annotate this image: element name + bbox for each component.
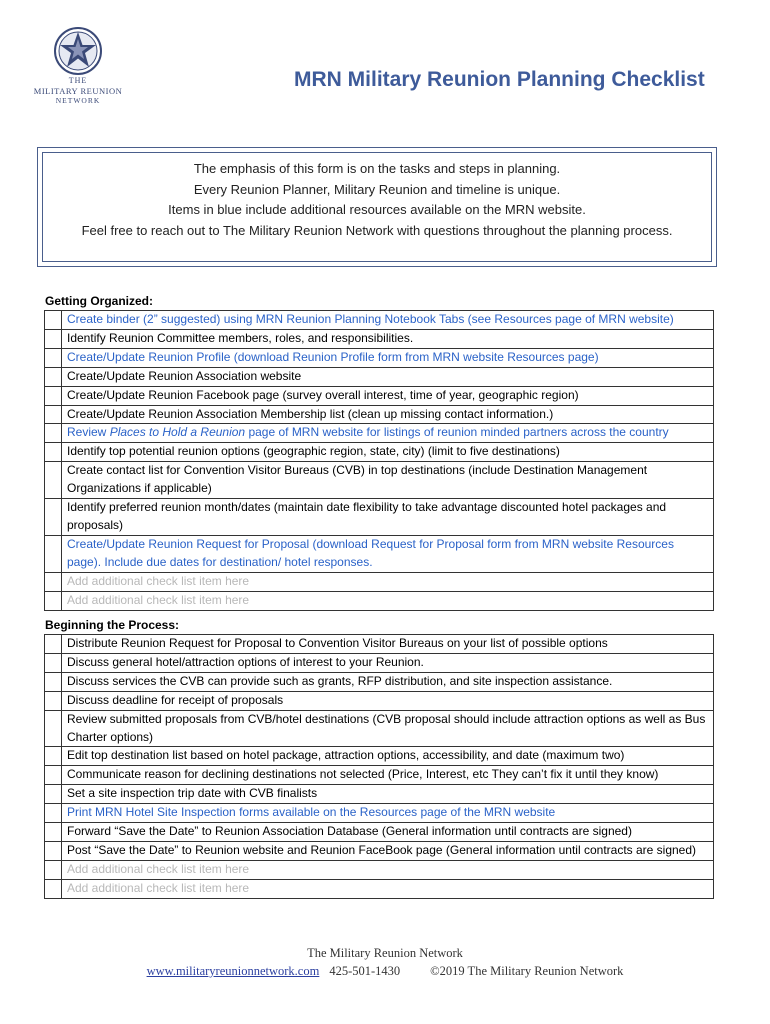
checklist-item: Post “Save the Date” to Reunion website and Reunion FaceBook page (General information until contracts are signed) bbox=[62, 841, 714, 860]
phone-number: 425-501-1430 bbox=[329, 964, 401, 978]
table-row bbox=[45, 329, 714, 348]
beginning-process-section bbox=[44, 617, 714, 899]
intro-line: Items in blue include additional resources available on the MRN website. bbox=[168, 202, 586, 217]
table-row bbox=[45, 766, 714, 785]
add-item-field[interactable]: Add additional check list item here bbox=[62, 572, 714, 591]
checkbox[interactable] bbox=[45, 823, 62, 842]
places-link[interactable]: Places to Hold a Reunion bbox=[109, 425, 246, 440]
checklist-table bbox=[44, 634, 714, 899]
table-row bbox=[45, 823, 714, 842]
checkbox[interactable] bbox=[45, 785, 62, 804]
checkbox[interactable] bbox=[45, 348, 62, 367]
table-row bbox=[45, 405, 714, 424]
checklist-item: Forward “Save the Date” to Reunion Association Database (General information until contracts are signed) bbox=[62, 823, 714, 842]
table-row bbox=[45, 386, 714, 405]
checklist-item: Discuss services the CVB can provide such as grants, RFP distribution, and site inspection assistance. bbox=[62, 672, 714, 691]
table-row bbox=[45, 311, 714, 330]
page-title: MRN Military Reunion Planning Checklist bbox=[294, 68, 705, 91]
checklist-item: Review submitted proposals from CVB/hotel destinations (CVB proposal should include attraction options as well as Bus Charter options) bbox=[62, 710, 714, 747]
table-row bbox=[45, 841, 714, 860]
checklist-item: Set a site inspection trip date with CVB finalists bbox=[62, 785, 714, 804]
checkbox[interactable] bbox=[45, 386, 62, 405]
logo-line-1: THE bbox=[68, 76, 88, 85]
footer-org: The Military Reunion Network bbox=[307, 946, 463, 960]
table-row bbox=[45, 535, 714, 572]
checkbox[interactable] bbox=[45, 462, 62, 499]
checkbox[interactable] bbox=[45, 405, 62, 424]
checkbox[interactable] bbox=[45, 766, 62, 785]
add-item-field[interactable]: Add additional check list item here bbox=[62, 879, 714, 898]
footer-contact bbox=[0, 964, 770, 979]
intro-line: Every Reunion Planner, Military Reunion and timeline is unique. bbox=[193, 181, 561, 197]
item-text: page of MRN website for listings of reunion minded partners across the country bbox=[245, 425, 669, 440]
checkbox[interactable] bbox=[45, 635, 62, 654]
intro-inner-border bbox=[42, 152, 712, 262]
table-row bbox=[45, 672, 714, 691]
table-row bbox=[45, 367, 714, 386]
checklist-item: Discuss deadline for receipt of proposals bbox=[62, 691, 714, 710]
checkbox[interactable] bbox=[45, 443, 62, 462]
checklist-item: Discuss general hotel/attraction options of interest to your Reunion. bbox=[62, 653, 714, 672]
add-item-field[interactable]: Add additional check list item here bbox=[62, 860, 714, 879]
checkbox[interactable] bbox=[45, 710, 62, 747]
checklist-item[interactable]: Print MRN Hotel Site Inspection forms available on the Resources page of the MRN website bbox=[62, 804, 714, 823]
checkbox[interactable] bbox=[45, 653, 62, 672]
checkbox[interactable] bbox=[45, 367, 62, 386]
table-row bbox=[45, 710, 714, 747]
checkbox[interactable] bbox=[45, 572, 62, 591]
table-row bbox=[45, 804, 714, 823]
logo-line-2: MILITARY REUNION bbox=[33, 86, 123, 96]
checklist-item: Edit top destination list based on hotel package, attraction options, accessibility, and date (maximum two) bbox=[62, 747, 714, 766]
checkbox[interactable] bbox=[45, 424, 62, 443]
table-row bbox=[45, 747, 714, 766]
copyright: ©2019 The Military Reunion Network bbox=[430, 964, 624, 978]
getting-organized-section bbox=[44, 293, 714, 611]
checklist-item: Identify preferred reunion month/dates (maintain date flexibility to take advantage discounted hotel packages and proposals) bbox=[62, 499, 714, 536]
checklist-table bbox=[44, 310, 714, 611]
checkbox[interactable] bbox=[45, 879, 62, 898]
table-row bbox=[45, 691, 714, 710]
checkbox[interactable] bbox=[45, 747, 62, 766]
checkbox[interactable] bbox=[45, 591, 62, 610]
add-item-field[interactable]: Add additional check list item here bbox=[62, 591, 714, 610]
section-title: Beginning the Process: bbox=[45, 618, 180, 632]
table-row bbox=[45, 462, 714, 499]
checklist-item: Create/Update Reunion Facebook page (survey overall interest, time of year, geographic region) bbox=[62, 386, 714, 405]
intro-box bbox=[37, 147, 717, 267]
checklist-item: Create/Update Reunion Association Membership list (clean up missing contact information.) bbox=[62, 405, 714, 424]
checklist-item: Distribute Reunion Request for Proposal to Convention Visitor Bureaus on your list of possible options bbox=[62, 635, 714, 654]
table-row bbox=[45, 879, 714, 898]
checklist-item[interactable]: Create binder (2” suggested) using MRN Reunion Planning Notebook Tabs (see Resources page of MRN website) bbox=[62, 311, 714, 330]
table-row bbox=[45, 591, 714, 610]
checklist-item: Identify top potential reunion options (geographic region, state, city) (limit to five destinations) bbox=[62, 443, 714, 462]
website-link[interactable]: www.militaryreunionnetwork.com bbox=[146, 964, 320, 978]
checkbox[interactable] bbox=[45, 860, 62, 879]
checkbox[interactable] bbox=[45, 691, 62, 710]
intro-line: The emphasis of this form is on the tasks and steps in planning. bbox=[193, 161, 561, 176]
checkbox[interactable] bbox=[45, 499, 62, 536]
item-text: Review bbox=[67, 425, 110, 440]
checklist-item: Communicate reason for declining destinations not selected (Price, Interest, etc They can’t fix it until they know) bbox=[62, 766, 714, 785]
table-row bbox=[45, 785, 714, 804]
mrn-logo bbox=[28, 26, 128, 110]
checklist-item[interactable]: Create/Update Reunion Profile (download Reunion Profile form from MRN website Resources page) bbox=[62, 348, 714, 367]
checklist-item: Create/Update Reunion Association website bbox=[62, 367, 714, 386]
checkbox[interactable] bbox=[45, 841, 62, 860]
intro-line: Feel free to reach out to The Military Reunion Network with questions throughout the planning process. bbox=[81, 222, 673, 238]
checklist-item: Create contact list for Convention Visitor Bureaus (CVB) in top destinations (include Destination Management Organizations if applicable) bbox=[62, 462, 714, 499]
checklist-item: Identify Reunion Committee members, roles, and responsibilities. bbox=[62, 329, 714, 348]
checklist-item[interactable]: Create/Update Reunion Request for Proposal (download Request for Proposal form from MRN website Resources page). Include due dates for destination/ hotel responses. bbox=[62, 535, 714, 572]
checkbox[interactable] bbox=[45, 804, 62, 823]
table-row bbox=[45, 572, 714, 591]
checkbox[interactable] bbox=[45, 672, 62, 691]
table-row bbox=[45, 348, 714, 367]
table-row bbox=[45, 653, 714, 672]
table-row bbox=[45, 499, 714, 536]
table-row bbox=[45, 443, 714, 462]
table-row bbox=[45, 635, 714, 654]
checkbox[interactable] bbox=[45, 329, 62, 348]
logo-line-3: NETWORK bbox=[55, 96, 101, 105]
checkbox[interactable] bbox=[45, 535, 62, 572]
checkbox[interactable] bbox=[45, 311, 62, 330]
table-row bbox=[45, 424, 714, 443]
table-row bbox=[45, 860, 714, 879]
section-title: Getting Organized: bbox=[45, 294, 153, 308]
checklist-item[interactable] bbox=[62, 424, 714, 443]
star-seal-icon bbox=[53, 26, 103, 76]
